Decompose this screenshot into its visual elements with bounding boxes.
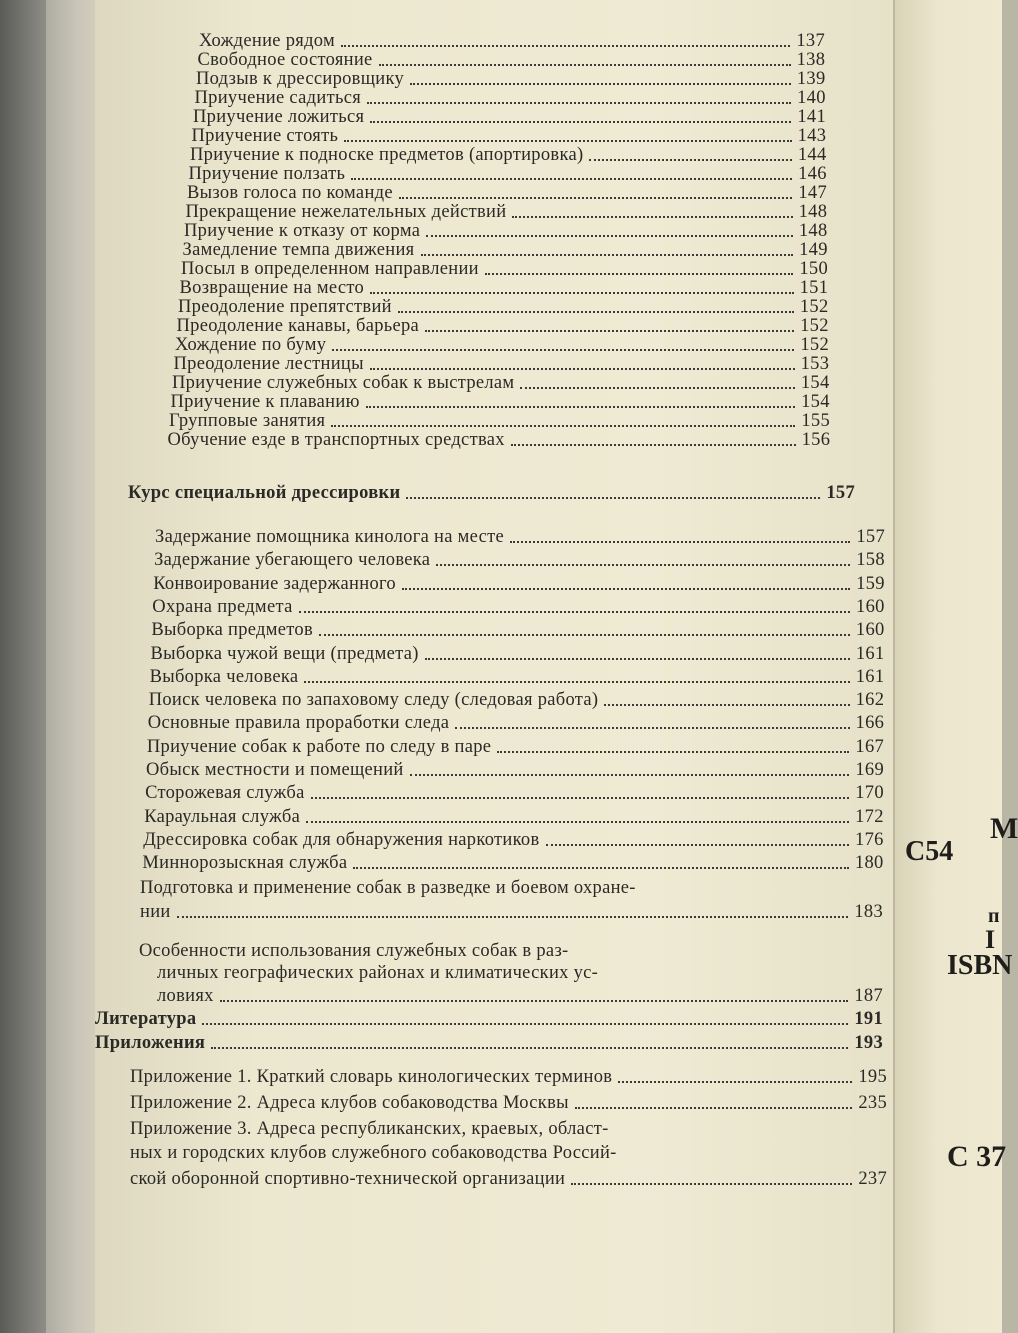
toc-entry-page: 140 [797, 88, 826, 108]
dot-leader [398, 311, 794, 313]
toc-entry-page: 187 [854, 986, 883, 1006]
toc-entry-page: 149 [799, 240, 828, 260]
toc-entry-title: Курс специальной дрессировки [128, 483, 401, 503]
toc-entry-title: Подзыв к дрессировщику [196, 69, 405, 89]
toc-entry-title: Выборка человека [149, 666, 299, 687]
toc-entry-page: 148 [798, 221, 828, 241]
dot-leader [618, 1081, 852, 1083]
dot-leader [436, 564, 850, 566]
toc-entry-title: Приложения [95, 1033, 206, 1053]
toc-entry-page: 143 [797, 126, 827, 146]
toc-entry-page: 155 [801, 411, 830, 431]
toc-entry-title: Приучение к плаванию [170, 392, 360, 412]
dot-leader [426, 235, 793, 237]
toc-entry-page: 162 [855, 690, 885, 711]
toc-entry-page: 157 [856, 527, 885, 547]
toc-entry-line: Особенности использования служебных собак в раз- [139, 941, 569, 961]
toc-section-heading [128, 482, 855, 504]
toc-entry [146, 759, 884, 781]
toc-entry-page: 170 [855, 783, 884, 804]
toc-entry-title: Свободное состояние [197, 50, 373, 70]
toc-entry [157, 985, 883, 1007]
toc-entry-title: Миннорозыскная служба [142, 853, 348, 874]
dot-leader [425, 658, 850, 660]
dot-leader [220, 1000, 849, 1002]
toc-entry-page: 156 [801, 430, 831, 450]
toc-entry [143, 829, 883, 851]
toc-entry-title: Преодоление канавы, барьера [176, 316, 420, 336]
toc-entry [149, 689, 885, 711]
toc-entry-page: 152 [799, 297, 829, 317]
dot-leader [421, 254, 794, 256]
toc-entry-title: Дрессировка собак для обнаружения наркотиков [143, 829, 540, 850]
toc-entry-title: Выборка предметов [151, 620, 313, 641]
dot-leader [399, 197, 792, 199]
toc-entry-title: Поиск человека по запаховому следу (следовая работа) [148, 690, 599, 711]
toc-entry-page: 144 [797, 145, 827, 165]
toc-entry-title: Приучение ложиться [193, 107, 365, 127]
toc-entry-page: 160 [855, 620, 885, 641]
right-page-letter-p: п [988, 905, 1000, 927]
dot-leader [379, 64, 791, 66]
toc-entry [130, 1066, 887, 1088]
toc-entry-title: Приучение ползать [188, 164, 346, 184]
toc-entry-page: 180 [854, 853, 884, 874]
toc-entry-title: Приучение служебных собак к выстрелам [172, 373, 515, 393]
toc-entry-page: 148 [798, 202, 828, 222]
toc-entry-page: 169 [855, 760, 884, 780]
toc-entry [154, 549, 885, 571]
toc-entry-title: Литература [95, 1009, 197, 1029]
toc-entry-page: 193 [854, 1033, 883, 1053]
toc-entry-title: Задержание убегающего человека [154, 550, 431, 571]
dot-leader [306, 821, 849, 823]
toc-entry [145, 782, 884, 804]
toc-entry-title: Приучение собак к работе по следу в паре [146, 736, 492, 757]
toc-entry-title: Обыск местности и помещений [146, 760, 404, 780]
toc-entry-title: ской оборонной спортивно-технической организации [130, 1169, 566, 1189]
toc-entry-title: Обучение езде в транспортных средствах [167, 430, 505, 450]
dot-leader [512, 216, 792, 218]
toc-entry-title: Преодоление лестницы [173, 354, 364, 374]
toc-entry-title: Выборка чужой вещи (предмета) [150, 643, 419, 664]
right-page-c37: С 37 [947, 1140, 1007, 1173]
dot-leader [455, 727, 849, 729]
dot-leader [331, 425, 795, 427]
toc-entry-page: 139 [796, 69, 826, 89]
toc-entry-title: Приложение 1. Краткий словарь кинологических терминов [130, 1067, 613, 1087]
dot-leader [211, 1047, 848, 1049]
dot-leader [406, 497, 820, 499]
toc-entry-page: 183 [854, 902, 883, 922]
toc-entry [152, 596, 884, 618]
toc-entry-page: 195 [858, 1067, 887, 1087]
cover-inner-shadow [0, 0, 46, 1333]
toc-entry-title: Конвоирование задержанного [153, 573, 396, 594]
toc-entry-title: Возвращение на место [179, 278, 365, 298]
toc-entry-page: 146 [798, 164, 827, 184]
right-page [893, 0, 1018, 1333]
toc-entry [142, 852, 883, 874]
toc-entry-title: Охрана предмета [152, 596, 293, 617]
dot-leader [311, 797, 850, 799]
dot-leader [520, 387, 794, 389]
toc-entry [150, 666, 885, 688]
toc-entry-page: 152 [800, 335, 829, 355]
toc-entry-page: 141 [797, 107, 826, 127]
toc-entry-page: 151 [799, 278, 829, 298]
toc-entry-page: 153 [800, 354, 830, 374]
toc-entry-title: Приучение садиться [194, 88, 362, 108]
toc-entry-page: 154 [800, 373, 830, 393]
dot-leader [410, 774, 850, 776]
dot-leader [370, 292, 793, 294]
toc-entry-page: 152 [800, 316, 829, 336]
toc-entry-title: Групповые занятия [169, 411, 326, 431]
toc-entry-line: Подготовка и применение собак в разведке и боевом охране- [140, 878, 636, 898]
dot-leader [299, 611, 850, 613]
toc-entry-page: 137 [796, 31, 825, 51]
toc-entry [148, 712, 884, 734]
toc-entry-line: Приложение 3. Адреса республиканских, краевых, област- [130, 1119, 609, 1139]
toc-entry-page: 161 [855, 643, 885, 664]
toc-entry-title: Приложение 2. Адреса клубов собаководства Москвы [130, 1093, 569, 1113]
dot-leader [370, 368, 795, 370]
dot-leader [402, 588, 850, 590]
dot-leader [546, 844, 850, 846]
toc-entry-page: 166 [855, 713, 885, 734]
dot-leader [497, 751, 849, 753]
toc-entry-title: Караульная служба [144, 806, 301, 827]
toc-entry-page: 176 [855, 829, 884, 850]
dot-leader [589, 159, 791, 161]
toc-entry-title: Приучение к подноске предметов (апортировка) [190, 145, 584, 165]
dot-leader [410, 83, 791, 85]
dot-leader [510, 541, 850, 543]
book-cover-edge [0, 0, 110, 1333]
right-page-isbn: ISBN [947, 950, 1013, 981]
dot-leader [202, 1023, 848, 1025]
toc-entry-title: Приучение стоять [191, 126, 339, 146]
dot-leader [366, 406, 795, 408]
toc-entry-page: 191 [854, 1009, 883, 1029]
toc-entry-title: Основные правила проработки следа [147, 713, 450, 734]
dot-leader [353, 867, 849, 869]
toc-entry-page: 157 [826, 483, 855, 503]
toc-entry-title: Хождение по буму [175, 335, 327, 355]
toc-entry [130, 1092, 887, 1114]
toc-entry-page: 237 [858, 1169, 887, 1189]
toc-entry-page: 150 [799, 259, 828, 279]
toc-entry [95, 1032, 883, 1054]
toc-entry-page: 138 [796, 50, 826, 70]
toc-entry-line: ных и городских клубов служебного собаководства Россий- [130, 1143, 617, 1163]
dot-leader [571, 1183, 852, 1185]
dot-leader [332, 349, 794, 351]
toc-entry-page: 159 [856, 573, 885, 594]
dot-leader [344, 140, 791, 142]
dot-leader [367, 102, 791, 104]
toc-entry-title: Сторожевая служба [145, 783, 305, 804]
toc-entry-page: 167 [855, 736, 885, 757]
toc-entry [151, 619, 884, 641]
toc-entry-page: 161 [855, 666, 885, 687]
toc-entry-page: 172 [855, 806, 884, 827]
toc-entry-page: 235 [858, 1093, 887, 1113]
toc-entry-line: личных географических районах и климатических ус- [157, 963, 599, 983]
toc-entry [130, 1168, 887, 1190]
dot-leader [485, 273, 793, 275]
toc-entry [95, 1008, 883, 1030]
toc-entry-title: Задержание помощника кинолога на месте [155, 527, 505, 547]
toc-entry [147, 736, 884, 758]
dot-leader [304, 681, 849, 683]
toc-entry [140, 901, 883, 923]
toc-entry-title: Прекращение нежелательных действий [185, 202, 507, 222]
dot-leader [351, 178, 792, 180]
dot-leader [575, 1107, 853, 1109]
toc-entry [155, 526, 885, 548]
dot-leader [370, 121, 791, 123]
toc-entry [168, 429, 831, 451]
toc-entry [151, 643, 885, 665]
toc-entry [153, 573, 885, 595]
right-page-letter-i: I [985, 925, 996, 954]
right-page-c54: С54 [905, 836, 954, 867]
toc-entry-title: Посыл в определенном направлении [181, 259, 479, 279]
book-page [95, 0, 895, 1333]
dot-leader [604, 704, 849, 706]
toc-entry-page: 158 [856, 550, 885, 571]
toc-entry-title: Замедление темпа движения [182, 240, 415, 260]
toc-entry-page: 147 [798, 183, 827, 203]
toc-entry-page: 154 [801, 392, 830, 412]
dot-leader [425, 330, 794, 332]
dot-leader [319, 634, 850, 636]
toc-entry-title: Хождение рядом [199, 31, 336, 51]
toc-entry [144, 806, 884, 828]
toc-entry-page: 160 [856, 596, 885, 617]
toc-entry-title: ловиях [157, 986, 214, 1006]
dot-leader [177, 916, 849, 918]
toc-entry-title: нии [140, 902, 171, 922]
dot-leader [511, 444, 796, 446]
toc-entry-title: Преодоление препятствий [178, 297, 392, 317]
right-page-letter-m: М [990, 812, 1018, 845]
toc-entry-title: Вызов голоса по команде [187, 183, 393, 203]
dot-leader [341, 45, 790, 47]
toc-entry-title: Приучение к отказу от корма [184, 221, 421, 241]
